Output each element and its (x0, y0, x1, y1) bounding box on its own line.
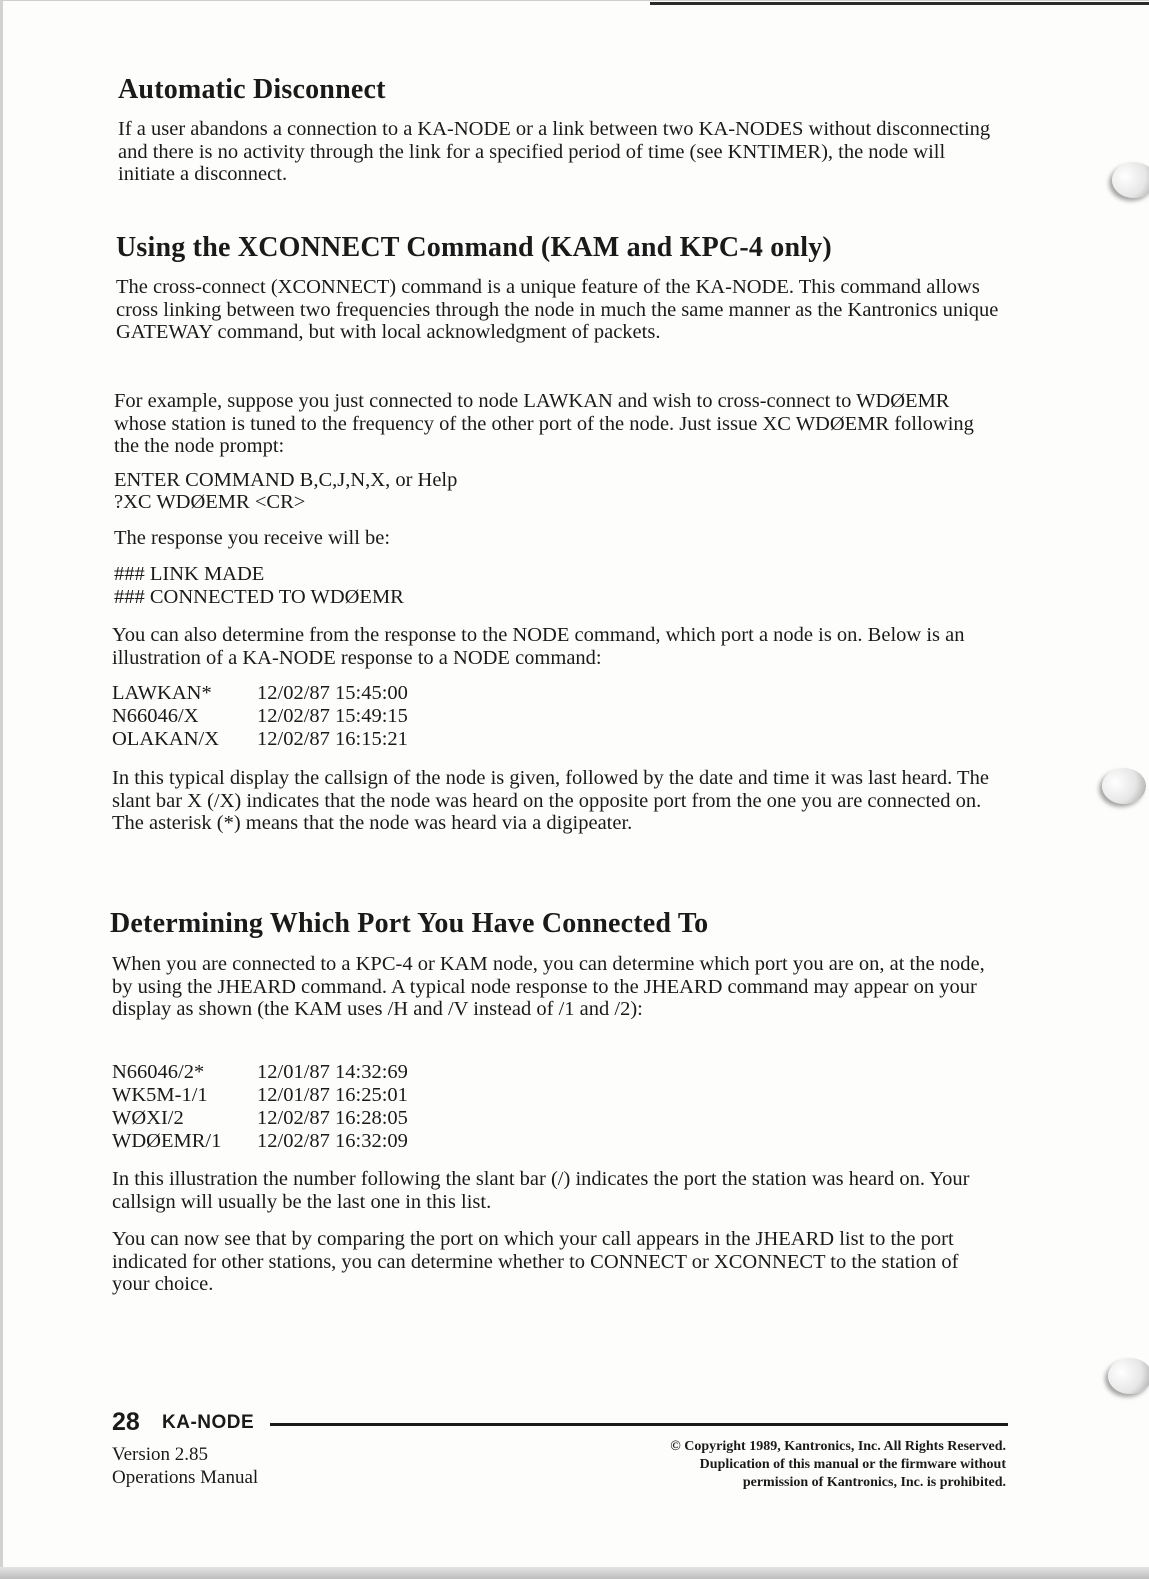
response-intro: The response you receive will be: (114, 527, 391, 549)
datetime: 12/02/87 16:32:09 (257, 1130, 408, 1152)
binder-hole-bottom (1108, 1358, 1149, 1394)
footer-version-block (112, 1443, 258, 1489)
callsign: N66046/X (112, 705, 199, 727)
paragraph-jheard-explanation: In this illustration the number following the slant bar (/) indicates the port the station was heard on. Your callsign will usually be the last one in this list. (112, 1168, 970, 1213)
datetime: 12/02/87 16:15:21 (257, 728, 408, 750)
copyright-line: Duplication of this manual or the firmware without (699, 1457, 1006, 1472)
binder-hole-middle (1102, 768, 1146, 804)
heading-automatic-disconnect: Automatic Disconnect (118, 74, 386, 105)
table-row (112, 1084, 408, 1107)
heading-xconnect: Using the XCONNECT Command (KAM and KPC-4 only) (116, 232, 832, 263)
table-row (112, 705, 408, 728)
paragraph-xconnect-intro: The cross-connect (XCONNECT) command is a unique feature of the KA-NODE. This command allows cross linking between two frequencies through the node in much the same manner as the Kantronics unique GATEWAY command, but with local acknowledgment of packets. (116, 276, 999, 344)
datetime: 12/02/87 15:49:15 (257, 705, 408, 727)
callsign: WØXI/2 (112, 1107, 184, 1129)
paragraph-automatic-disconnect: If a user abandons a connection to a KA-NODE or a link between two KA-NODES without disconnecting and there is no activity through the link for a specified period of time (see KNTIMER), the node will initiate a disconnect. (118, 118, 991, 186)
table-row (112, 682, 408, 705)
table-row (112, 1107, 408, 1130)
datetime: 12/01/87 14:32:69 (257, 1061, 408, 1083)
copyright-line: permission of Kantronics, Inc. is prohibited. (742, 1475, 1006, 1490)
copyright-line: © Copyright 1989, Kantronics, Inc. All Rights Reserved. (670, 1439, 1006, 1454)
footer-version: Version 2.85 (112, 1444, 209, 1465)
paragraph-xconnect-example: For example, suppose you just connected to node LAWKAN and wish to cross-connect to WDØEMR whose station is tuned to the frequency of the other port of the node. Just issue XC WDØEMR following the the node prompt: (114, 390, 974, 458)
table-row (112, 1130, 408, 1153)
callsign: WK5M-1/1 (112, 1084, 208, 1106)
footer-title: KA-NODE (162, 1412, 255, 1433)
page-number: 28 (112, 1408, 140, 1436)
callsign: LAWKAN* (112, 682, 212, 704)
datetime: 12/02/87 15:45:00 (257, 682, 408, 704)
heading-determining-port: Determining Which Port You Have Connected To (110, 908, 709, 939)
paragraph-jheard-conclusion: You can now see that by comparing the port on which your call appears in the JHEARD list to the port indicated for other stations, you can determine whether to CONNECT or XCONNECT to the station of your choice. (112, 1228, 959, 1296)
binder-hole-top (1112, 162, 1149, 198)
footer-manual: Operations Manual (112, 1467, 259, 1488)
callsign: OLAKAN/X (112, 728, 220, 750)
datetime: 12/01/87 16:25:01 (257, 1084, 408, 1106)
callsign: WDØEMR/1 (112, 1130, 222, 1152)
response-line: ### LINK MADE (114, 563, 265, 585)
bottom-page-edge (0, 1567, 1149, 1579)
left-page-edge (0, 0, 3, 1579)
page-top-edge (0, 0, 1149, 1)
prompt-line: ENTER COMMAND B,C,J,N,X, or Help (114, 469, 458, 491)
datetime: 12/02/87 16:28:05 (257, 1107, 408, 1129)
table-row (112, 1061, 408, 1084)
response-line: ### CONNECTED TO WDØEMR (114, 586, 404, 608)
command-line: ?XC WDØEMR <CR> (114, 491, 306, 513)
callsign: N66046/2* (112, 1061, 205, 1083)
paragraph-node-command: You can also determine from the response to the NODE command, which port a node is on. Below is an illustration of a KA-NODE response to a NODE command: (112, 624, 965, 669)
paragraph-node-explanation: In this typical display the callsign of the node is given, followed by the date and time it was last heard. The slant bar X (/X) indicates that the node was heard on the opposite port from the one you are connected on. The asterisk (*) means that the node was heard via a digipeater. (112, 767, 989, 835)
footer-rule (270, 1423, 1008, 1426)
paragraph-jheard-intro: When you are connected to a KPC-4 or KAM node, you can determine which port you are on, at the node, by using the JHEARD command. A typical node response to the JHEARD command may appear on your display as shown (the KAM uses /H and /V instead of /1 and /2): (112, 953, 985, 1021)
top-scan-rule (650, 2, 1149, 5)
table-row (112, 728, 408, 751)
footer-copyright (670, 1438, 1006, 1492)
